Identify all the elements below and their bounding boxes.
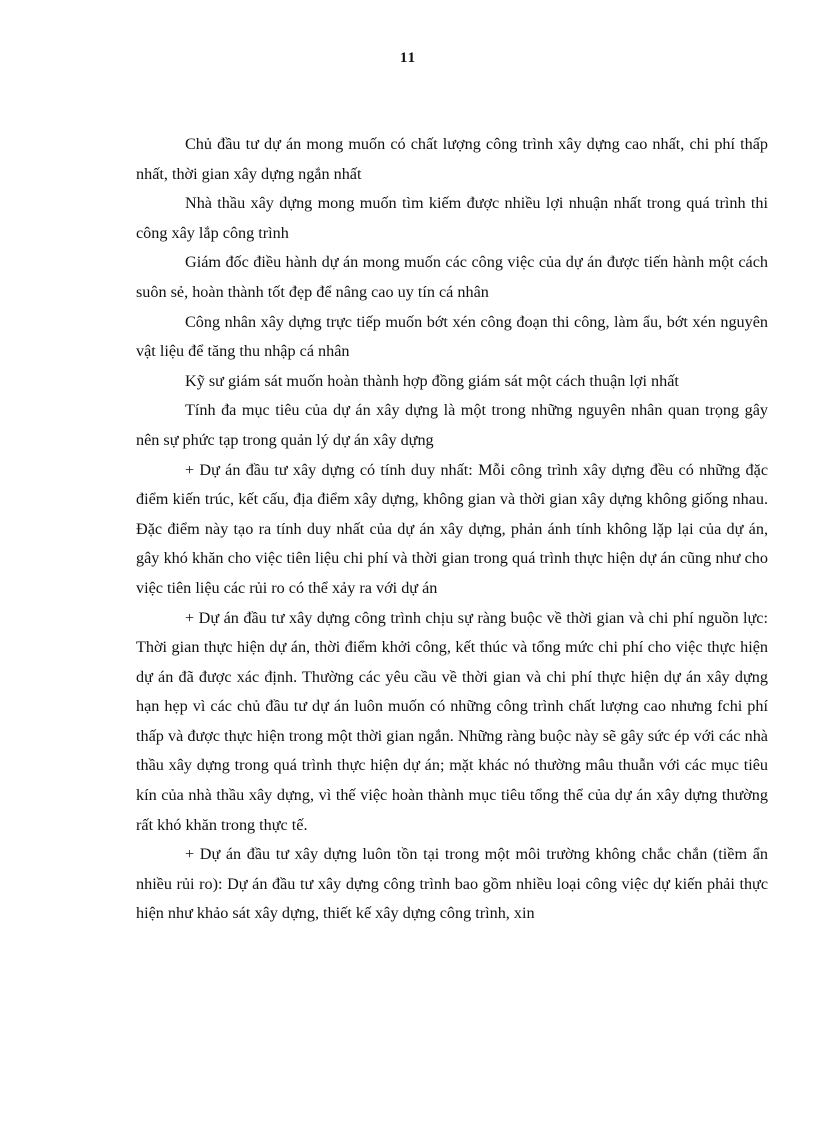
paragraph: + Dự án đầu tư xây dựng công trình chịu sự ràng buộc về thời gian và chi phí nguồn lực: Thời gian thực hiện dự án, thời điểm khởi công, kết thúc và tổng mức chi phí cho việc thực hiện dự án đã được xác định. Thường các yêu cầu về thời gian và chi phí thực hiện dự án xây dựng hạn hẹp vì các chủ đầu tư dự án luôn muốn có những công trình chất lượng cao nhưng fchi phí thấp và được thực hiện trong một thời gian ngắn. Những ràng buộc này sẽ gây sức ép với các nhà thầu xây dựng trong quá trình thực hiện dự án; mặt khác nó thường mâu thuẫn với các mục tiêu kín của nhà thầu xây dựng, vì thế việc hoàn thành mục tiêu tổng thể của dự án xây dựng thường rất khó khăn trong thực tế.: [136, 608, 768, 834]
paragraph: Kỹ sư giám sát muốn hoàn thành hợp đồng giám sát một cách thuận lợi nhất: [185, 371, 679, 390]
paragraph: + Dự án đầu tư xây dựng có tính duy nhất: Mỗi công trình xây dựng đều có những đặc điểm kiến trúc, kết cấu, địa điểm xây dựng, không gian và thời gian xây dựng không giống nhau. Đặc điểm này tạo ra tính duy nhất của dự án xây dựng, phản ánh tính không lặp lại của dự án, gây khó khăn cho việc tiên liệu chi phí và thời gian trong quá trình thực hiện dự án cũng như cho việc tiên liệu các rủi ro có thể xảy ra với dự án: [136, 460, 768, 597]
paragraph: Tính đa mục tiêu của dự án xây dựng là một trong những nguyên nhân quan trọng gây nên sự phức tạp trong quản lý dự án xây dựng: [136, 401, 768, 449]
paragraph: Nhà thầu xây dựng mong muốn tìm kiếm được nhiều lợi nhuận nhất trong quá trình thi công xây lắp công trình: [136, 194, 768, 242]
paragraph: + Dự án đầu tư xây dựng luôn tồn tại trong một môi trường không chắc chắn (tiềm ẩn nhiều rủi ro): Dự án đầu tư xây dựng công trình bao gồm nhiều loại công việc dự kiến phải thực hiện như khảo sát xây dựng, thiết kế xây dựng công trình, xin: [136, 845, 768, 923]
paragraph: Giám đốc điều hành dự án mong muốn các công việc của dự án được tiến hành một cách suôn sẻ, hoàn thành tốt đẹp để nâng cao uy tín cá nhân: [136, 253, 768, 301]
page-number: 11: [399, 50, 417, 66]
paragraph: Chủ đầu tư dự án mong muốn có chất lượng công trình xây dựng cao nhất, chi phí thấp nhất, thời gian xây dựng ngắn nhất: [136, 135, 768, 183]
paragraph: Công nhân xây dựng trực tiếp muốn bớt xén công đoạn thi công, làm ẩu, bớt xén nguyên vật liệu để tăng thu nhập cá nhân: [136, 312, 768, 361]
body-text: [136, 130, 768, 929]
